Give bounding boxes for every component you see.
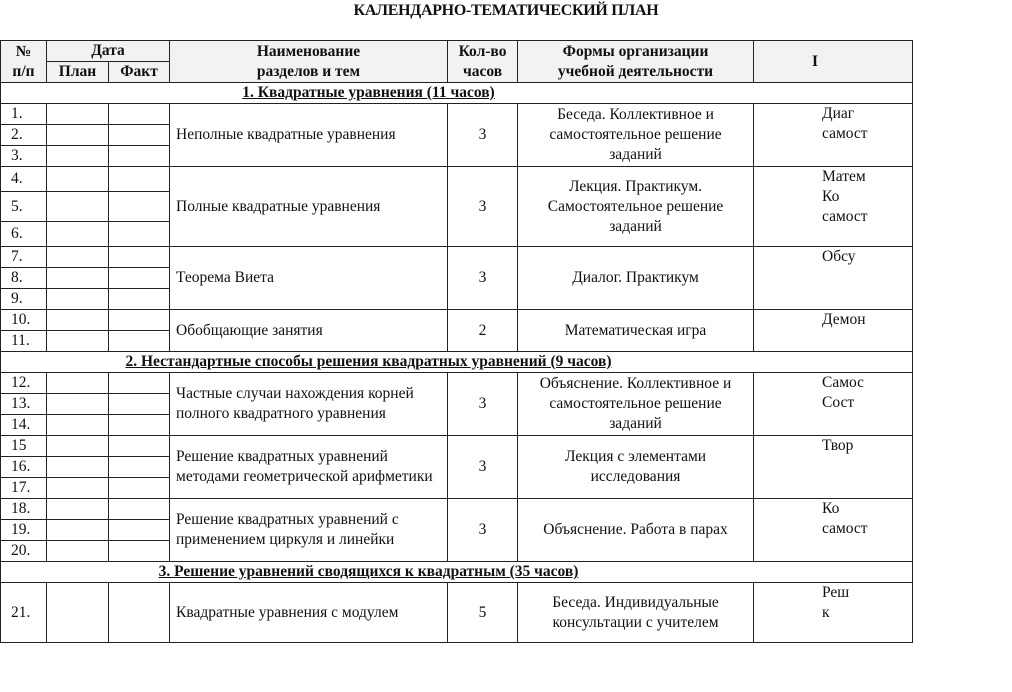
extra-line: Диаг <box>822 105 855 122</box>
header-date: Дата <box>47 41 170 62</box>
fact-date-cell[interactable] <box>109 499 170 520</box>
header-fact: Факт <box>109 62 170 83</box>
fact-date-cell[interactable] <box>109 192 170 222</box>
plan-date-cell[interactable] <box>47 457 109 478</box>
forms-cell: Объяснение. Коллективное и самостоятельное решение заданий <box>518 373 754 436</box>
fact-date-cell[interactable] <box>109 331 170 352</box>
plan-date-cell[interactable] <box>47 310 109 331</box>
header-extra: I <box>754 41 913 83</box>
fact-date-cell[interactable] <box>109 520 170 541</box>
forms-cell: Беседа. Индивидуальные консультации с учителем <box>518 583 754 643</box>
plan-date-cell[interactable] <box>47 520 109 541</box>
fact-date-cell[interactable] <box>109 222 170 247</box>
hours-cell: 3 <box>448 499 518 562</box>
fact-date-cell[interactable] <box>109 541 170 562</box>
row-number: 14. <box>1 415 47 436</box>
extra-cell <box>754 499 913 562</box>
topic-cell: Частные случаи нахождения корней полного квадратного уравнения <box>170 373 448 436</box>
plan-date-cell[interactable] <box>47 499 109 520</box>
fact-date-cell[interactable] <box>109 310 170 331</box>
plan-date-cell[interactable] <box>47 583 109 643</box>
plan-date-cell[interactable] <box>47 125 109 146</box>
table-row <box>1 310 913 331</box>
table-row <box>1 247 913 268</box>
plan-date-cell[interactable] <box>47 247 109 268</box>
page-title: КАЛЕНДАРНО-ТЕМАТИЧЕСКИЙ ПЛАН <box>353 2 659 19</box>
topic-cell: Полные квадратные уравнения <box>170 167 448 247</box>
forms-cell: Лекция с элементами исследования <box>518 436 754 499</box>
row-number: 19. <box>1 520 47 541</box>
forms-cell: Лекция. Практикум. Самостоятельное решение заданий <box>518 167 754 247</box>
fact-date-cell[interactable] <box>109 394 170 415</box>
fact-date-cell[interactable] <box>109 478 170 499</box>
topic-cell: Неполные квадратные уравнения <box>170 104 448 167</box>
row-number: 16. <box>1 457 47 478</box>
fact-date-cell[interactable] <box>109 167 170 192</box>
plan-date-cell[interactable] <box>47 394 109 415</box>
table-row <box>1 436 913 457</box>
extra-line: Сост <box>822 394 855 411</box>
row-number: 3. <box>1 146 47 167</box>
extra-cell <box>754 436 913 499</box>
forms-cell: Беседа. Коллективное и самостоятельное решение заданий <box>518 104 754 167</box>
topic-cell: Обобщающие занятия <box>170 310 448 352</box>
forms-cell: Математическая игра <box>518 310 754 352</box>
fact-date-cell[interactable] <box>109 146 170 167</box>
fact-date-cell[interactable] <box>109 125 170 146</box>
header-number: № п/п <box>1 41 47 83</box>
section-title: 1. Квадратные уравнения (11 часов) <box>1 83 913 104</box>
extra-cell <box>754 104 913 167</box>
topic-cell: Теорема Виета <box>170 247 448 310</box>
hours-cell: 2 <box>448 310 518 352</box>
extra-line: Обсу <box>822 248 856 265</box>
hours-cell: 3 <box>448 167 518 247</box>
plan-date-cell[interactable] <box>47 373 109 394</box>
extra-cell <box>754 310 913 352</box>
row-number: 21. <box>1 583 47 643</box>
fact-date-cell[interactable] <box>109 247 170 268</box>
plan-date-cell[interactable] <box>47 331 109 352</box>
plan-date-cell[interactable] <box>47 436 109 457</box>
section-row <box>1 352 913 373</box>
extra-line: самост <box>822 125 868 142</box>
row-number: 20. <box>1 541 47 562</box>
extra-line: к <box>822 604 830 621</box>
hours-cell: 5 <box>448 583 518 643</box>
section-title: 3. Решение уравнений сводящихся к квадратным (35 часов) <box>1 562 913 583</box>
table-row <box>1 499 913 520</box>
plan-date-cell[interactable] <box>47 192 109 222</box>
fact-date-cell[interactable] <box>109 583 170 643</box>
fact-date-cell[interactable] <box>109 268 170 289</box>
topic-cell: Решение квадратных уравнений методами геометрической арифметики <box>170 436 448 499</box>
row-number: 4. <box>1 167 47 192</box>
row-number: 8. <box>1 268 47 289</box>
header-topic: Наименование разделов и тем <box>170 41 448 83</box>
hours-cell: 3 <box>448 436 518 499</box>
hours-cell: 3 <box>448 247 518 310</box>
fact-date-cell[interactable] <box>109 373 170 394</box>
section-title: 2. Нестандартные способы решения квадратных уравнений (9 часов) <box>1 352 913 373</box>
extra-line: самост <box>822 208 868 225</box>
row-number: 7. <box>1 247 47 268</box>
table-row <box>1 167 913 192</box>
extra-cell <box>754 247 913 310</box>
extra-cell <box>754 583 913 643</box>
plan-date-cell[interactable] <box>47 104 109 125</box>
extra-line: Реш <box>822 584 850 601</box>
extra-line: Ко <box>822 188 840 205</box>
plan-date-cell[interactable] <box>47 146 109 167</box>
fact-date-cell[interactable] <box>109 104 170 125</box>
row-number: 2. <box>1 125 47 146</box>
row-number: 18. <box>1 499 47 520</box>
row-number: 10. <box>1 310 47 331</box>
table-row <box>1 104 913 125</box>
fact-date-cell[interactable] <box>109 289 170 310</box>
fact-date-cell[interactable] <box>109 457 170 478</box>
extra-cell <box>754 373 913 436</box>
header-plan: План <box>47 62 109 83</box>
table-row <box>1 373 913 394</box>
plan-date-cell[interactable] <box>47 415 109 436</box>
header-forms: Формы организации учебной деятельности <box>518 41 754 83</box>
fact-date-cell[interactable] <box>109 436 170 457</box>
section-row <box>1 83 913 104</box>
topic-cell: Квадратные уравнения с модулем <box>170 583 448 643</box>
row-number: 13. <box>1 394 47 415</box>
table-row <box>1 583 913 643</box>
plan-table <box>0 40 913 643</box>
hours-cell: 3 <box>448 373 518 436</box>
fact-date-cell[interactable] <box>109 415 170 436</box>
plan-date-cell[interactable] <box>47 289 109 310</box>
row-number: 15 <box>1 436 47 457</box>
plan-body <box>1 83 913 643</box>
plan-date-cell[interactable] <box>47 268 109 289</box>
row-number: 17. <box>1 478 47 499</box>
extra-line: самост <box>822 520 868 537</box>
row-number: 1. <box>1 104 47 125</box>
row-number: 5. <box>1 192 47 222</box>
extra-line: Самос <box>822 374 865 391</box>
plan-date-cell[interactable] <box>47 478 109 499</box>
extra-line: Матем <box>822 168 866 185</box>
extra-line: Твор <box>822 437 854 454</box>
plan-date-cell[interactable] <box>47 541 109 562</box>
extra-line: Ко <box>822 500 840 517</box>
row-number: 12. <box>1 373 47 394</box>
section-row <box>1 562 913 583</box>
forms-cell: Диалог. Практикум <box>518 247 754 310</box>
header-hours: Кол-во часов <box>448 41 518 83</box>
row-number: 11. <box>1 331 47 352</box>
forms-cell: Объяснение. Работа в парах <box>518 499 754 562</box>
extra-line: Демон <box>822 311 866 328</box>
extra-cell <box>754 167 913 247</box>
hours-cell: 3 <box>448 104 518 167</box>
topic-cell: Решение квадратных уравнений с применением циркуля и линейки <box>170 499 448 562</box>
plan-date-cell[interactable] <box>47 167 109 192</box>
plan-date-cell[interactable] <box>47 222 109 247</box>
row-number: 6. <box>1 222 47 247</box>
row-number: 9. <box>1 289 47 310</box>
